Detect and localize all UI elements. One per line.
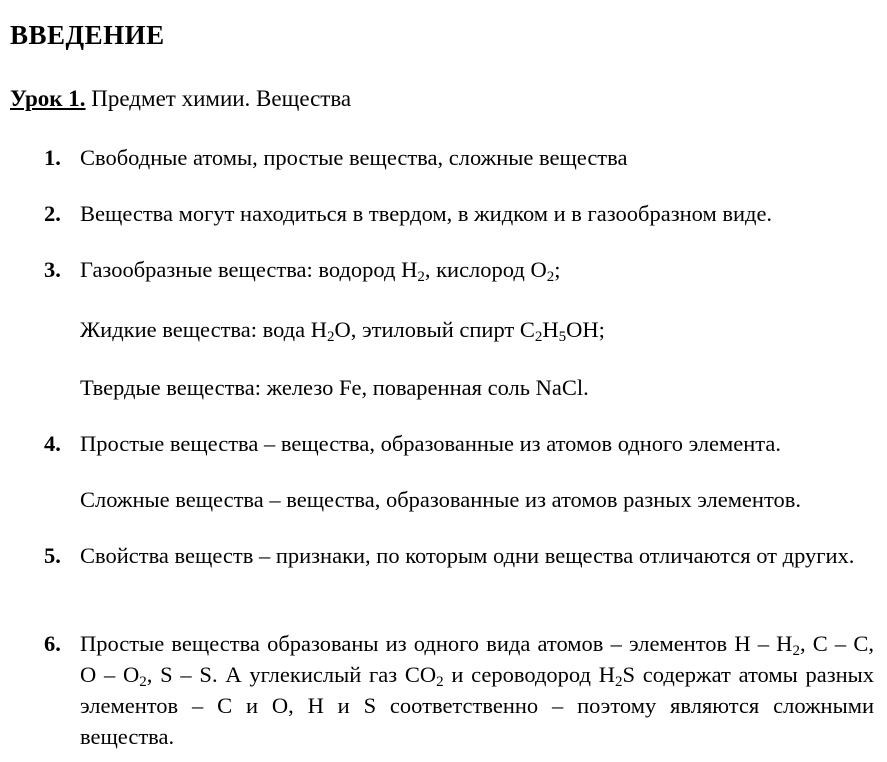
gas-substances-line: Газообразные вещества: водород $H_2$, кислород $O_2$; [80, 257, 561, 285]
section-title: ВВЕДЕНИЕ [10, 20, 165, 50]
list-item-2 [44, 198, 874, 229]
list-item-1 [44, 142, 874, 173]
item-text: Свободные атомы, простые вещества, сложные вещества [80, 145, 628, 170]
simple-substances-definition: Простые вещества – вещества, образованные из атомов одного элемента. [80, 431, 782, 456]
list-item-4 [44, 428, 874, 459]
solid-substances-line: Твердые вещества: железо Fe, поваренная соль NaCl. [80, 375, 589, 400]
list-item-5 [44, 540, 874, 571]
complex-substances-definition: Сложные вещества – вещества, образованные из атомов разных элементов. [80, 487, 801, 512]
lesson-number: Урок 1. [10, 86, 86, 111]
liquid-substances-line: Жидкие вещества: вода $H_2O$, этиловый спирт $C_2H_5OH$; [80, 317, 605, 345]
item-number: 4. [44, 431, 61, 456]
item-text: Простые вещества образованы из одного вида атомов – элементов H – $H_2$, C – C, O – $O_2$, S – S. А углекислый газ $CO_2$ и сероводород $H_2S$ содержат атомы разных элементов – C и O, H и S соответственно – поэтому являются сложными вещества. [80, 631, 874, 749]
item-number: 5. [44, 543, 61, 568]
list-item-3 [44, 254, 874, 285]
item-number: 3. [44, 257, 61, 282]
lesson-heading [10, 86, 351, 112]
item-number: 2. [44, 201, 61, 226]
item-text: Свойства веществ – признаки, по которым одни вещества отличаются от других. [80, 543, 855, 568]
list-item-6 [44, 628, 874, 752]
item-number: 1. [44, 145, 61, 170]
item-text: Вещества могут находиться в твердом, в жидком и в газообразном виде. [80, 201, 773, 226]
lesson-title: Предмет химии. Вещества [91, 86, 352, 111]
item-number: 6. [44, 631, 61, 656]
